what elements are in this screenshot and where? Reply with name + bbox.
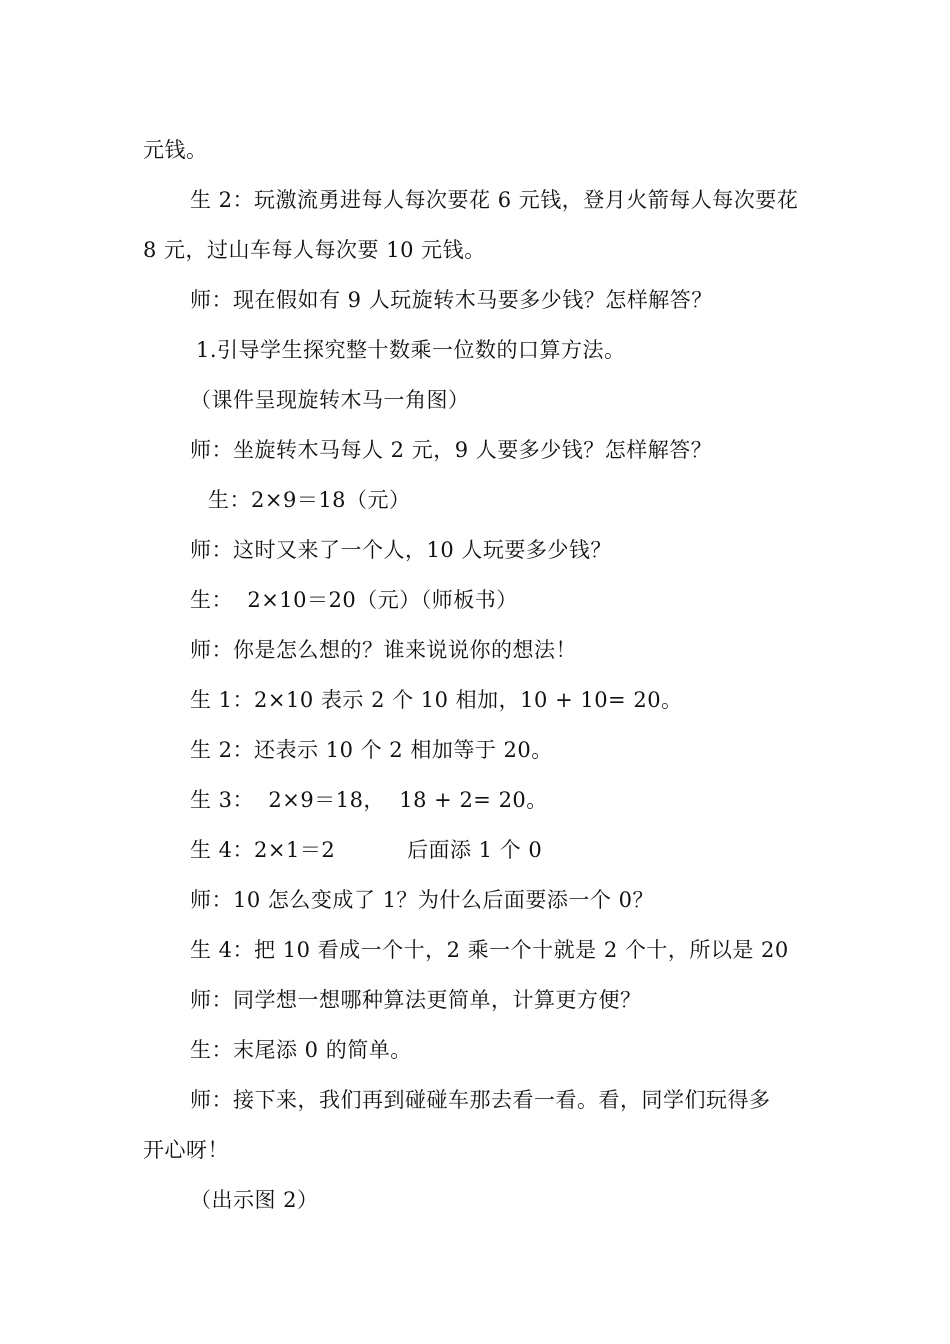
text-line: 元钱。: [143, 138, 208, 162]
text-line: 师：现在假如有 9 人玩旋转木马要多少钱？怎样解答？: [190, 288, 713, 312]
text-line: 生 4：把 10 看成一个十，2 乘一个十就是 2 个十，所以是 20: [190, 938, 789, 962]
text-line: （出示图 2）: [190, 1188, 319, 1212]
text-line: 生： 2×10＝20（元）（师板书）: [190, 588, 518, 612]
text-line: 师：坐旋转木马每人 2 元，9 人要多少钱？怎样解答？: [190, 438, 713, 462]
text-line: 8 元，过山车每人每次要 10 元钱。: [143, 238, 486, 262]
text-line: 生：末尾添 0 的简单。: [190, 1038, 412, 1062]
text-line: 生：2×9＝18（元）: [208, 488, 411, 512]
text-line: 1.引导学生探究整十数乘一位数的口算方法。: [196, 338, 626, 362]
text-line: 师：你是怎么想的？谁来说说你的想法！: [190, 638, 577, 662]
text-line: 师：接下来，我们再到碰碰车那去看一看。看，同学们玩得多: [190, 1088, 771, 1112]
text-line: 生 2：玩激流勇进每人每次要花 6 元钱，登月火箭每人每次要花: [190, 188, 799, 212]
text-line: （课件呈现旋转木马一角图）: [190, 388, 470, 412]
text-line: 师：这时又来了一个人，10 人玩要多少钱？: [190, 538, 612, 562]
text-line: 师：10 怎么变成了 1？为什么后面要添一个 0？: [190, 888, 654, 912]
text-line: 生 2：还表示 10 个 2 相加等于 20。: [190, 738, 553, 762]
text-line: 生 3： 2×9＝18， 18 + 2= 20。: [190, 788, 548, 812]
text-line: 生 1：2×10 表示 2 个 10 相加，10 + 10= 20。: [190, 688, 683, 712]
text-line: 师：同学想一想哪种算法更简单，计算更方便？: [190, 988, 642, 1012]
text-line: 开心呀！: [143, 1138, 229, 1162]
text-line: 生 4：2×1＝2 后面添 1 个 0: [190, 838, 543, 862]
